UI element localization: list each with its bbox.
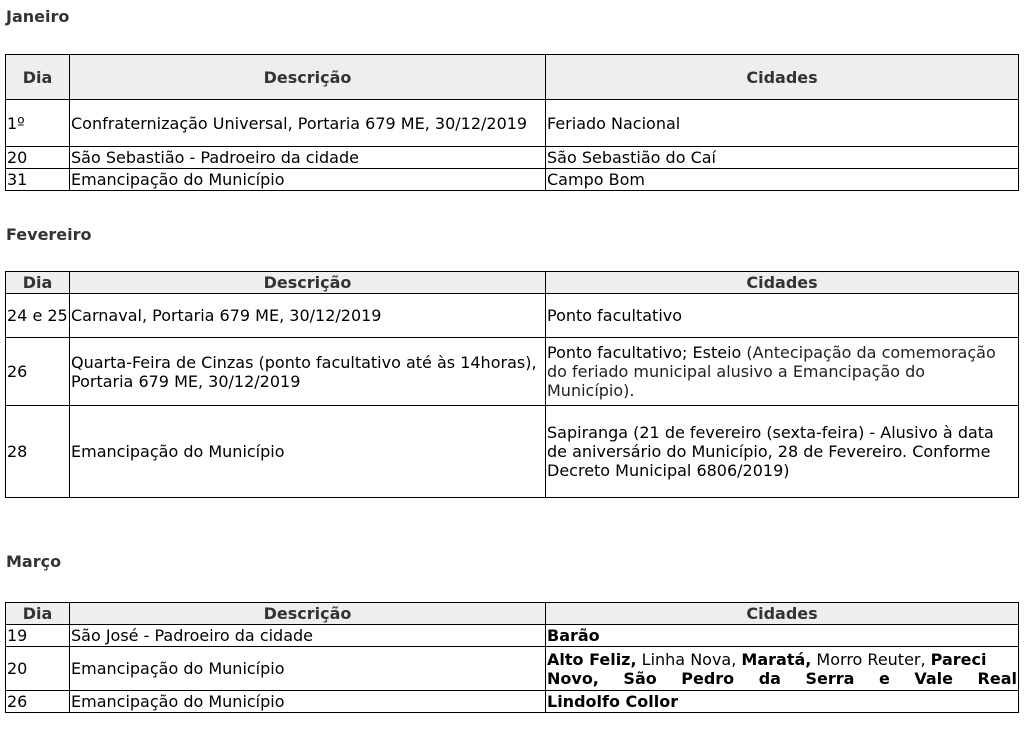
cell-dia: 26 [6, 691, 70, 713]
table-row [6, 625, 1019, 647]
cell-cidades [546, 647, 1019, 691]
cell-dia: 1º [6, 100, 70, 147]
table-row [6, 147, 1019, 169]
month-heading-marco: Março [6, 552, 62, 571]
cell-cidades [546, 625, 1019, 647]
header-cidades: Cidades [546, 272, 1019, 294]
cell-cidades [546, 338, 1019, 406]
cell-descricao: Confraternização Universal, Portaria 679 ME, 30/12/2019 [70, 100, 546, 147]
cidade-text: Lindolfo Collor [547, 692, 679, 711]
cell-cidades [546, 406, 1019, 498]
month-heading-fevereiro: Fevereiro [6, 225, 92, 244]
cell-dia: 28 [6, 406, 70, 498]
cell-descricao: Carnaval, Portaria 679 ME, 30/12/2019 [70, 294, 546, 338]
cell-descricao: Quarta-Feira de Cinzas (ponto facultativo até às 14horas), Portaria 679 ME, 30/12/2019 [70, 338, 546, 406]
cidade-text: Ponto facultativo; Esteio [547, 343, 742, 362]
cell-descricao: São Sebastião - Padroeiro da cidade [70, 147, 546, 169]
cell-dia: 19 [6, 625, 70, 647]
month-heading-janeiro: Janeiro [6, 7, 70, 26]
cidade-text: Morro Reuter, [811, 649, 931, 669]
cell-descricao: Emancipação do Município [70, 169, 546, 191]
cidade-text: Linha Nova, [636, 649, 742, 669]
header-descricao: Descrição [70, 603, 546, 625]
cidade-text: Alto Feliz, [547, 649, 637, 669]
table-row [6, 406, 1019, 498]
cell-dia: 31 [6, 169, 70, 191]
table-row [6, 294, 1019, 338]
holiday-table-fevereiro [5, 271, 1019, 498]
cidade-text: Ponto facultativo [547, 306, 683, 325]
table-row [6, 100, 1019, 147]
header-descricao: Descrição [70, 272, 546, 294]
table-header-row [6, 603, 1019, 625]
header-descricao: Descrição [70, 55, 546, 100]
header-cidades: Cidades [546, 603, 1019, 625]
cell-dia: 24 e 25 [6, 294, 70, 338]
cell-cidades [546, 147, 1019, 169]
cidade-text: Feriado Nacional [547, 113, 681, 133]
cell-cidades [546, 100, 1019, 147]
header-dia: Dia [6, 272, 70, 294]
cell-cidades [546, 294, 1019, 338]
table-row [6, 338, 1019, 406]
cell-descricao: Emancipação do Município [70, 691, 546, 713]
cidade-text: Pareci Novo, São Pedro da Serra e Vale Real [547, 649, 1017, 688]
holiday-table-janeiro [5, 54, 1019, 191]
cidade-text: Sapiranga [547, 423, 629, 442]
cell-cidades [546, 169, 1019, 191]
table-row [6, 691, 1019, 713]
cell-cidades [546, 691, 1019, 713]
header-dia: Dia [6, 55, 70, 100]
cidade-text: Campo Bom [547, 170, 645, 189]
cell-descricao: Emancipação do Município [70, 406, 546, 498]
cell-dia: 26 [6, 338, 70, 406]
header-cidades: Cidades [546, 55, 1019, 100]
cell-dia: 20 [6, 647, 70, 691]
holiday-table-marco [5, 602, 1019, 713]
table-row [6, 647, 1019, 691]
header-dia: Dia [6, 603, 70, 625]
cell-descricao: Emancipação do Município [70, 647, 546, 691]
table-header-row [6, 272, 1019, 294]
cidade-text: Maratá, [741, 649, 812, 669]
cidade-text: Barão [547, 626, 600, 645]
cidade-note: (21 de fevereiro (sexta-feira) - Alusivo à data de aniversário do Município, 28 de Fevereiro. Conforme Decreto Municipal 6806/2019) [547, 423, 994, 480]
table-row [6, 169, 1019, 191]
cell-dia: 20 [6, 147, 70, 169]
cell-descricao: São José - Padroeiro da cidade [70, 625, 546, 647]
cidade-text: São Sebastião do Caí [547, 148, 716, 167]
table-header-row [6, 55, 1019, 100]
cidade-note: (Antecipação da comemoração do feriado municipal alusivo a Emancipação do Município). [547, 343, 996, 400]
